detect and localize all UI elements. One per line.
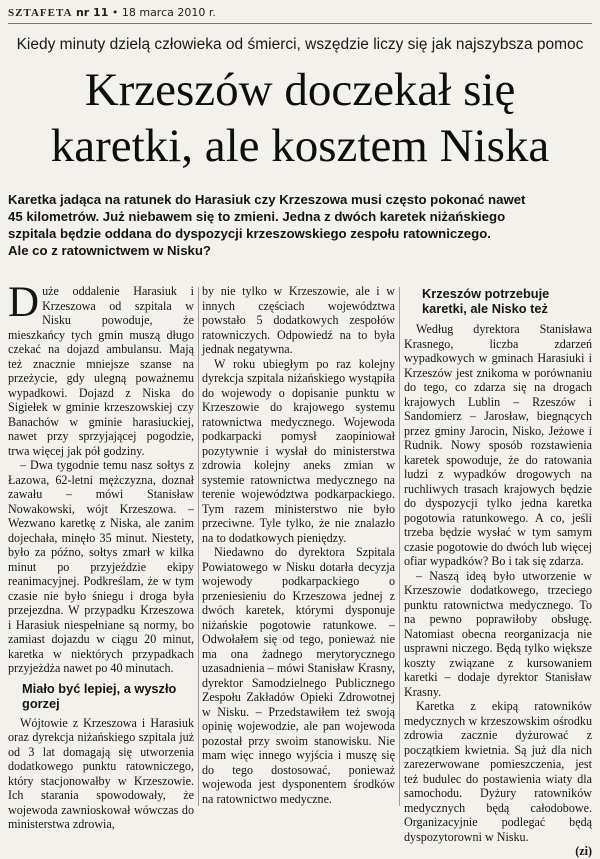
paragraph: by nie tylko w Krzeszowie, ale i w innych częściach województwa powstało 5 dodatkowych zespołów ratowniczych. Odpowiedź na to była jednak negatywna.: [202, 284, 395, 356]
article-lead: [8, 191, 592, 259]
header-rule: [8, 23, 592, 24]
article-column-2: [202, 284, 395, 806]
subheading: Miało być lepiej, a wyszło gorzej: [22, 680, 177, 711]
issue-date: 18 marca 2010 r.: [121, 6, 216, 19]
paragraph: Niedawno do dyrektora Szpitala Powiatowego w Nisku dotarła decyzja wojewody podkarpackiego o przeniesieniu do Krzeszowa jednej z dwóch karetek, którymi dysponuje niżańskie pogotowie ratunkowe. – Odwołałem się od tego, ponieważ nie ma ona żadnego merytorycznego uzasadnienia – mówi Stanisław Krasny, dyrektor Samodzielnego Publicznego Zespołu Zakładów Opieki Zdrowotnej w Nisku. – Przedstawiłem też swoją opinię wojewodzie, ale pan wojewoda pozostał przy swoim stanowisku. Nie mam więc innego wyjścia i muszę się do tego dostosować, ponieważ wojewoda jest dysponentem środków na ratownictwo medyczne.: [202, 545, 395, 806]
paragraph: Duże oddalenie Harasiuk i Krzeszowa od szpitala w Nisku powoduje, że mieszkańcy tych gmin muszą długo czekać na dojazd ambulansu. Mają też znacznie mniejsze szanse na przeżycie, gdy ulegną poważnemu wypadkowi. Dojazd z Niska do Sigiełek w gminie krzeszowskiej czy Banachów w gminie harasiuckiej, nawet przy sprzyjającej pogodzie, trwa więcej jak pół godziny.: [8, 279, 194, 458]
headline-line-2: karetki, ale kosztem Niska: [50, 120, 550, 172]
paragraph: W roku ubiegłym po raz kolejny dyrekcja szpitala niżańskiego wystąpiła do wojewody o dopisanie punktu w Krzeszowie do krajowego systemu ratownictwa medycznego. Wojewoda podkarpacki pomysł zaopiniował pozytywnie i wysłał do ministerstwa zdrowia kolejny aneks zmian w systemie ratownictwa medycznego na terenie województwa podkarpackiego. Tym razem ministerstwo nie było przeciwne. Tyle tylko, że nie znalazło na to dodatkowych pieniędzy.: [202, 356, 395, 545]
lead-line-3: szpitala będzie oddana do dyspozycji krzeszowskiego zespołu ratowniczego.: [8, 226, 491, 241]
author-signature: (zi): [575, 844, 592, 858]
article-headline: [0, 62, 600, 174]
article-kicker: Kiedy minuty dzielą człowieka od śmierci, wszędzie liczy się jak najszybsza pomoc: [16, 36, 584, 53]
lead-line-1: Karetka jadąca na ratunek do Harasiuk czy Krzeszowa musi często pokonać nawet: [8, 192, 526, 207]
page-header: [8, 6, 592, 19]
issue-number: nr 11: [75, 6, 109, 19]
headline-line-1: Krzeszów doczekał się: [84, 64, 516, 116]
article-column-1: [8, 279, 194, 832]
header-separator: •: [111, 6, 119, 19]
paragraph: – Naszą ideą było utworzenie w Krzeszowie dodatkowego, trzeciego punktu ratownictwa medycznego. To na pewno poprawiłoby obsługę. Natomiast obecna reorganizacja nie usprawni niczego. Będą tylko większe koszty związane z kursowaniem karetki – dodaje dyrektor Stanisław Krasny.: [404, 568, 592, 699]
article-column-3: [404, 284, 592, 859]
lead-line-2: 45 kilometrów. Już niebawem się to zmieni. Jedna z dwóch karetek niżańskiego: [8, 209, 506, 224]
lead-line-4: Ale co z ratownictwem w Nisku?: [8, 243, 211, 258]
paragraph: Karetka z ekipą ratowników medycznych w krzeszowskim ośrodku zdrowia zacznie dyżurować z początkiem kwietnia. Są już dla nich zarezerwowane pomieszczenia, jest też budulec do postawienia wiaty dla samochodu. Dyżury ratowników medycznych będą całodobowe. Organizacyjnie podlegać będą dyspozytorowni w Nisku.: [404, 699, 592, 844]
paragraph: – Dwa tygodnie temu nasz sołtys z Łazowa, 62-letni mężczyzna, doznał zawału – mówi Stanisław Nowakowski, wójt Krzeszowa. – Wezwano karetkę z Niska, ale zanim dojechała, minęło 35 minut. Niestety, było za późno, sołtys zmarł w kilka minut po przyjeździe ekipy reanimacyjnej. Podkreślam, że w tym czasie nie było śniegu i droga była przejezdna. W przypadku Krzeszowa i Harasiuk niespełniane są normy, bo zamiast dojazdu w ciągu 20 minut, karetka w niektórych przypadkach przyjeżdża nawet po 40 minutach.: [8, 458, 194, 675]
column-divider-2: [399, 287, 400, 806]
paragraph: Wójtowie z Krzeszowa i Harasiuk oraz dyrekcja niżańskiego szpitala już od 3 lat domagają się utworzenia dodatkowego punktu ratowniczego, który stacjonowałby w Krzeszowie. Ich starania spowodowały, że wojewoda zawnioskował wówczas do ministerstwa zdrowia,: [8, 715, 194, 831]
paragraph: Według dyrektora Stanisława Krasnego, liczba zdarzeń wypadkowych w gminach Harasiuki i Krzeszów jest znikoma w porównaniu do tego, co zdarza się na drogach krajowych Lublin – Rzeszów i Sandomierz – Jarosław, biegnących przez gminy Jarocin, Nisko, Jeżowe i Rudnik. Nowy sposób rozstawienia karetek spowoduje, że do ratowania ludzi z wypadków drogowych na ruchliwych trasach krajowych będzie do dyspozycji tylko jedna karetka pogotowia ratunkowego. A co, jeśli trzeba będzie wysłać w tym samym czasie pogotowie do dwóch lub więcej ofiar wypadków? Bo i tak się zdarza.: [404, 322, 592, 568]
column-divider-1: [198, 287, 199, 806]
subheading: Krzeszów potrzebuje karetki, ale Nisko też: [422, 286, 550, 316]
newspaper-brand: SZTAFETA: [8, 7, 73, 19]
